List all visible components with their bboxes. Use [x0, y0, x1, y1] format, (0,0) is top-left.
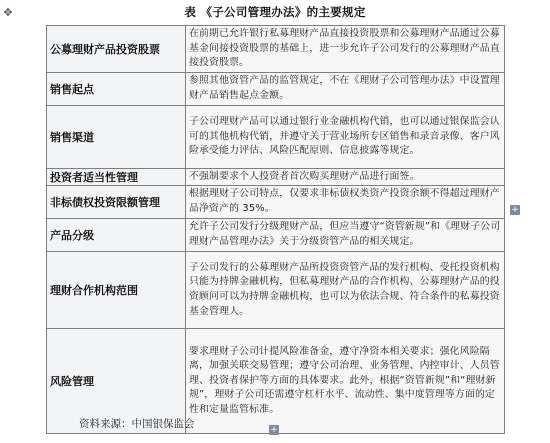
regulation-table — [46, 25, 505, 434]
table-row — [47, 106, 505, 169]
row-key: 公募理财产品投资股票 — [47, 26, 186, 73]
row-value: 要求理财子公司计提风险准备金，遵守净资本相关要求；强化风险隔离，加强关联交易管理；遵守公司治理、业务管理、内控审计、人员管理、投资者保护等方面的具体要求。此外，根据“资管新规”和“理财新规”，理财子公司还需遵守杠杆水平、流动性、集中度管理等方面的定性和定量监管标准。 — [186, 329, 505, 434]
table-row — [47, 169, 505, 186]
table-row — [47, 252, 505, 329]
row-key: 投资者适当性管理 — [47, 169, 186, 186]
row-key: 风险管理 — [47, 329, 186, 434]
row-key: 产品分级 — [47, 219, 186, 252]
table-row — [47, 219, 505, 252]
row-key: 销售起点 — [47, 73, 186, 106]
row-key: 非标债权投资限额管理 — [47, 186, 186, 219]
row-key: 理财合作机构范围 — [47, 252, 186, 329]
row-value: 参照其他资管产品的监管规定，不在《理财子公司管理办法》中设置理财产品销售起点金额。 — [186, 73, 505, 106]
table-row — [47, 186, 505, 219]
source-note: 资料来源：中国银保监会 — [79, 418, 195, 430]
row-value: 不强制要求个人投资者首次购买理财产品进行面签。 — [186, 169, 505, 186]
table-title: 表 《子公司管理办法》的主要规定 — [184, 5, 366, 19]
resize-handle-right-icon[interactable]: + — [511, 205, 519, 215]
move-handle-icon[interactable]: ✥ — [3, 6, 13, 19]
resize-handle-bottom-icon[interactable]: + — [270, 425, 278, 435]
row-key: 销售渠道 — [47, 106, 186, 169]
table-row — [47, 26, 505, 73]
row-value: 根据理财子公司特点，仅要求非标债权类资产投资余额不得超过理财产品净资产的 35%。 — [186, 186, 505, 219]
table-row — [47, 73, 505, 106]
row-value: 在前期已允许银行私募理财产品直接投资股票和公募理财产品通过公募基金间接投资股票的基础上，进一步允许子公司发行的公募理财产品直接投资股票。 — [186, 26, 505, 73]
row-value: 子公司发行的公募理财产品所投资资管产品的发行机构、受托投资机构只能为持牌金融机构，但私募理财产品的合作机构、公募理财产品的投资顾问可以为持牌金融机构，也可以为依法合规、符合条件的私募投资基金管理人。 — [186, 252, 505, 329]
row-value: 允许子公司发行分级理财产品，但应当遵守“资管新规”和《理财子公司理财产品管理办法》关于分级资管产品的相关规定。 — [186, 219, 505, 252]
row-value: 子公司理财产品可以通过银行业金融机构代销，也可以通过银保监会认可的其他机构代销，并遵守关于营业场所专区销售和录音录像、客户风险承受能力评估、风险匹配原则、信息披露等规定。 — [186, 106, 505, 169]
